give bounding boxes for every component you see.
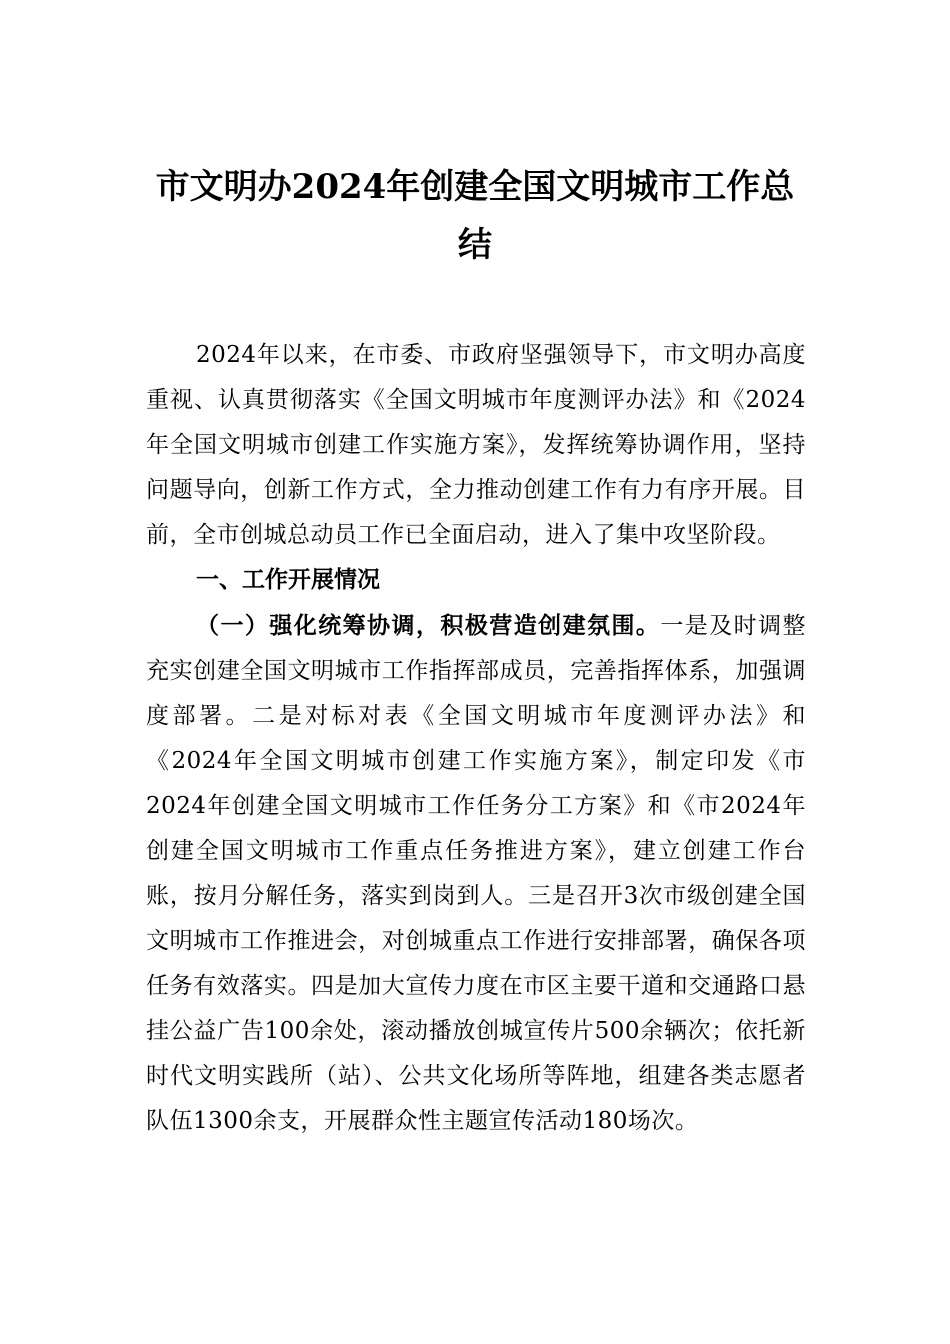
subsection-body: 一是及时调整充实创建全国文明城市工作指挥部成员，完善指挥体系，加强调度部署。二是对标对表《全国文明城市年度测评办法》和《2024年全国文明城市创建工作实施方案》，制定印发《市2024年创建全国文明城市工作任务分工方案》和《市2024年创建全国文明城市工作重点任务推进方案》，建立创建工作台账，按月分解任务，落实到岗到人。三是召开3次市级创建全国文明城市工作推进会，对创城重点工作进行安排部署，确保各项任务有效落实。四是加大宣传力度在市区主要干道和交通路口悬挂公益广告100余处，滚动播放创城宣传片500余辆次；依托新时代文明实践所（站）、公共文化场所等阵地，组建各类志愿者队伍1300余支，开展群众性主题宣传活动180场次。 [146,613,806,1134]
section-heading: 一、工作开展情况 [196,567,380,593]
document-title: 市文明办2024年创建全国文明城市工作总结 [155,167,795,265]
intro-paragraph: 2024年以来，在市委、市政府坚强领导下，市文明办高度重视、认真贯彻落实《全国文明城市年度测评办法》和《2024年全国文明城市创建工作实施方案》，发挥统筹协调作用，坚持问题导向，创新工作方式，全力推动创建工作有力有序开展。目前，全市创城总动员工作已全面启动，进入了集中攻坚阶段。 [146,342,806,548]
document-body [146,333,806,1144]
subsection-paragraph [146,603,806,1144]
subsection-lead: （一）强化统筹协调，积极营造创建氛围。 [196,612,661,639]
